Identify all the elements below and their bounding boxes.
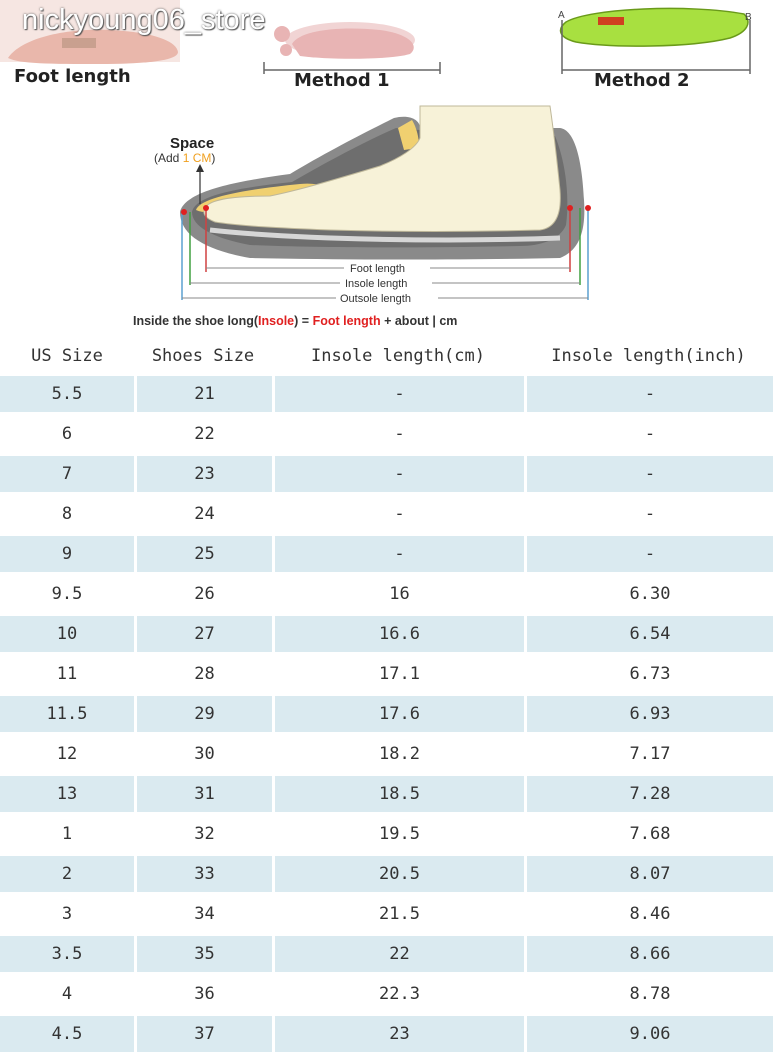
cell-shoes-size: 28 (134, 654, 272, 694)
table-row (0, 894, 773, 934)
table-row (0, 1014, 773, 1054)
cell-shoes-size: 34 (134, 894, 272, 934)
table-row (0, 454, 773, 494)
cell-insole-inch: - (524, 374, 773, 414)
cell-insole-inch: 8.46 (524, 894, 773, 934)
cell-insole-inch: 6.54 (524, 614, 773, 654)
col-header-shoes-size: Shoes Size (134, 338, 272, 374)
cell-us-size: 5.5 (0, 374, 134, 414)
cell-insole-cm: 17.1 (272, 654, 524, 694)
cell-us-size: 6 (0, 414, 134, 454)
size-chart-table (0, 338, 773, 1054)
table-row (0, 814, 773, 854)
cell-insole-inch: 8.78 (524, 974, 773, 1014)
col-header-us-size: US Size (0, 338, 134, 374)
cell-us-size: 2 (0, 854, 134, 894)
table-row (0, 374, 773, 414)
table-row (0, 414, 773, 454)
cell-shoes-size: 29 (134, 694, 272, 734)
cell-shoes-size: 27 (134, 614, 272, 654)
cell-us-size: 9.5 (0, 574, 134, 614)
outsole-length-dim: Outsole length (340, 293, 411, 305)
cell-insole-inch: - (524, 414, 773, 454)
footprint-icon (264, 22, 440, 74)
cell-insole-inch: - (524, 454, 773, 494)
cell-shoes-size: 30 (134, 734, 272, 774)
cell-shoes-size: 21 (134, 374, 272, 414)
insole-formula: Inside the shoe long(Insole) = Foot length + about | cm (133, 314, 458, 328)
cell-insole-inch: 9.06 (524, 1014, 773, 1054)
store-watermark: nickyoung06_store (22, 4, 266, 36)
table-row (0, 494, 773, 534)
shoe-cross-section (0, 100, 773, 340)
table-row (0, 614, 773, 654)
cell-insole-inch: 7.17 (524, 734, 773, 774)
cell-us-size: 7 (0, 454, 134, 494)
cell-shoes-size: 24 (134, 494, 272, 534)
cell-shoes-size: 32 (134, 814, 272, 854)
cell-us-size: 11.5 (0, 694, 134, 734)
cell-insole-cm: 18.5 (272, 774, 524, 814)
col-header-insole-inch: Insole length(inch) (524, 338, 773, 374)
shoe-diagram (0, 100, 773, 340)
cell-insole-cm: - (272, 494, 524, 534)
foot-length-label: Foot length (14, 66, 131, 87)
cell-insole-cm: - (272, 414, 524, 454)
table-row (0, 534, 773, 574)
cell-us-size: 12 (0, 734, 134, 774)
cell-us-size: 11 (0, 654, 134, 694)
cell-shoes-size: 35 (134, 934, 272, 974)
cell-us-size: 9 (0, 534, 134, 574)
col-header-insole-cm: Insole length(cm) (272, 338, 524, 374)
cell-shoes-size: 36 (134, 974, 272, 1014)
cell-us-size: 13 (0, 774, 134, 814)
cell-shoes-size: 31 (134, 774, 272, 814)
table-row (0, 774, 773, 814)
table-row (0, 934, 773, 974)
cell-shoes-size: 33 (134, 854, 272, 894)
cell-insole-cm: 19.5 (272, 814, 524, 854)
size-rows (0, 374, 773, 1054)
cell-insole-inch: 8.07 (524, 854, 773, 894)
cell-insole-cm: 16 (272, 574, 524, 614)
cell-insole-cm: 21.5 (272, 894, 524, 934)
cell-insole-cm: - (272, 374, 524, 414)
foot-length-dim: Foot length (350, 263, 406, 275)
table-row (0, 974, 773, 1014)
cell-shoes-size: 25 (134, 534, 272, 574)
table-row (0, 734, 773, 774)
table-row (0, 574, 773, 614)
cell-insole-inch: 7.28 (524, 774, 773, 814)
cell-insole-cm: 23 (272, 1014, 524, 1054)
cell-insole-inch: 6.93 (524, 694, 773, 734)
space-label: Space (170, 135, 215, 152)
cell-insole-cm: 22.3 (272, 974, 524, 1014)
cell-us-size: 4.5 (0, 1014, 134, 1054)
insole-icon (561, 8, 750, 74)
cell-insole-inch: 8.66 (524, 934, 773, 974)
point-b-label: B (745, 12, 752, 23)
cell-us-size: 4 (0, 974, 134, 1014)
cell-insole-inch: 7.68 (524, 814, 773, 854)
cell-insole-inch: - (524, 494, 773, 534)
cell-shoes-size: 26 (134, 574, 272, 614)
add-one-cm-label: (Add 1 CM) (154, 151, 216, 165)
cell-insole-cm: - (272, 534, 524, 574)
table-row (0, 694, 773, 734)
table-row (0, 654, 773, 694)
cell-insole-cm: 18.2 (272, 734, 524, 774)
cell-us-size: 8 (0, 494, 134, 534)
cell-us-size: 3 (0, 894, 134, 934)
cell-insole-cm: - (272, 454, 524, 494)
method2-label: Method 2 (594, 70, 690, 91)
cell-insole-inch: - (524, 534, 773, 574)
cell-us-size: 10 (0, 614, 134, 654)
cell-us-size: 3.5 (0, 934, 134, 974)
method1-label: Method 1 (294, 70, 390, 91)
cell-insole-cm: 20.5 (272, 854, 524, 894)
cell-insole-cm: 22 (272, 934, 524, 974)
point-a-label: A (558, 10, 565, 21)
table-header-row (0, 338, 773, 374)
cell-insole-cm: 16.6 (272, 614, 524, 654)
cell-insole-inch: 6.30 (524, 574, 773, 614)
cell-insole-inch: 6.73 (524, 654, 773, 694)
table-row (0, 854, 773, 894)
cell-insole-cm: 17.6 (272, 694, 524, 734)
cell-us-size: 1 (0, 814, 134, 854)
cell-shoes-size: 22 (134, 414, 272, 454)
insole-length-dim: Insole length (345, 278, 408, 290)
cell-shoes-size: 37 (134, 1014, 272, 1054)
cell-shoes-size: 23 (134, 454, 272, 494)
